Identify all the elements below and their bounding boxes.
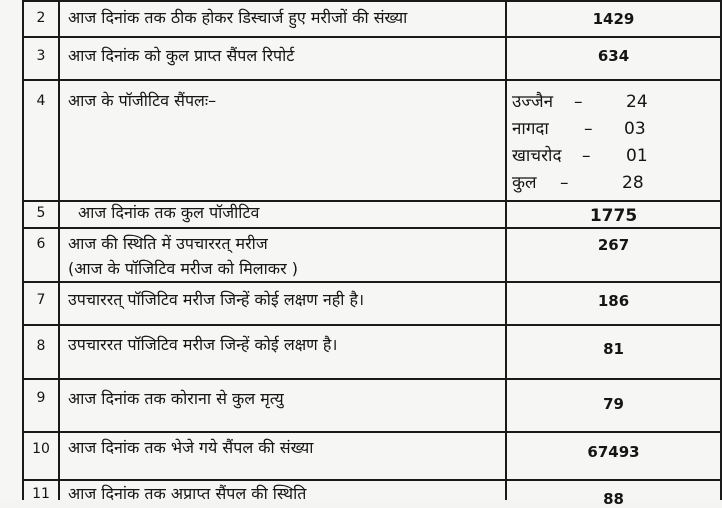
row-border	[22, 36, 722, 38]
row-description: आज दिनांक तक कुल पॉजीटिव	[78, 203, 260, 222]
dash: –	[560, 173, 569, 193]
row-value: 267	[597, 236, 630, 254]
row-description: आज की स्थिति में उपचाररत् मरीज	[68, 234, 268, 253]
dash: –	[582, 146, 591, 166]
place-count: 24	[626, 92, 648, 112]
row-value: 81	[603, 340, 624, 358]
row-value: 79	[603, 395, 624, 413]
list-item	[512, 143, 648, 170]
list-item	[512, 89, 648, 116]
serial-number: 10	[32, 441, 50, 457]
row-description: उपचाररत् पॉजिटिव मरीज जिन्हें कोई लक्षण नही है।	[68, 290, 365, 309]
place-count: 01	[626, 146, 648, 166]
serial-number: 6	[36, 236, 46, 252]
row-border	[22, 0, 722, 2]
place-name: नागदा	[512, 119, 549, 139]
place-count: 03	[624, 119, 646, 139]
row-value: 88	[603, 490, 624, 508]
place-name: उज्जैन	[512, 92, 554, 112]
row-border	[22, 324, 722, 326]
row-value: 67493	[587, 443, 640, 461]
dash: –	[574, 92, 583, 112]
row-value: 1775	[589, 206, 638, 226]
column-border	[58, 0, 60, 500]
positive-samples-list	[512, 89, 648, 197]
row-border	[22, 431, 722, 433]
row-description-note: (आज के पॉजिटिव मरीज को मिलाकर )	[68, 259, 298, 278]
serial-number: 9	[36, 390, 46, 406]
row-value: 634	[597, 47, 630, 65]
row-border	[22, 281, 722, 283]
row-border	[22, 227, 722, 229]
row-border	[22, 79, 722, 81]
serial-number: 4	[36, 93, 46, 109]
row-border	[22, 378, 722, 380]
serial-number: 2	[36, 10, 46, 26]
row-description: उपचाररत पॉजिटिव मरीज जिन्हें कोई लक्षण है।	[68, 335, 338, 354]
row-value: 186	[597, 292, 630, 310]
row-border	[22, 479, 722, 481]
row-value: 1429	[592, 10, 635, 28]
place-name: खाचरोद	[512, 146, 562, 166]
place-count: 28	[622, 173, 644, 193]
row-description: आज दिनांक को कुल प्राप्त सैंपल रिपोर्ट	[68, 46, 295, 65]
serial-number: 11	[32, 486, 50, 502]
serial-number: 5	[36, 205, 46, 221]
row-description: आज के पॉजीटिव सैंपलः–	[68, 91, 217, 110]
row-description: आज दिनांक तक भेजे गये सैंपल की संख्या	[68, 438, 314, 457]
row-description: आज दिनांक तक कोराना से कुल मृत्यु	[68, 389, 284, 408]
list-item	[512, 116, 648, 143]
dash: –	[584, 119, 593, 139]
row-description: आज दिनांक तक ठीक होकर डिस्चार्ज हुए मरीजों की संख्या	[68, 8, 408, 27]
serial-number: 8	[36, 338, 46, 354]
row-description: आज दिनांक तक अप्राप्त सैंपल की स्थिति	[68, 484, 307, 503]
place-name: कुल	[512, 173, 537, 193]
serial-number: 7	[36, 292, 46, 308]
column-border	[22, 0, 24, 500]
serial-number: 3	[36, 48, 46, 64]
list-item	[512, 170, 648, 197]
